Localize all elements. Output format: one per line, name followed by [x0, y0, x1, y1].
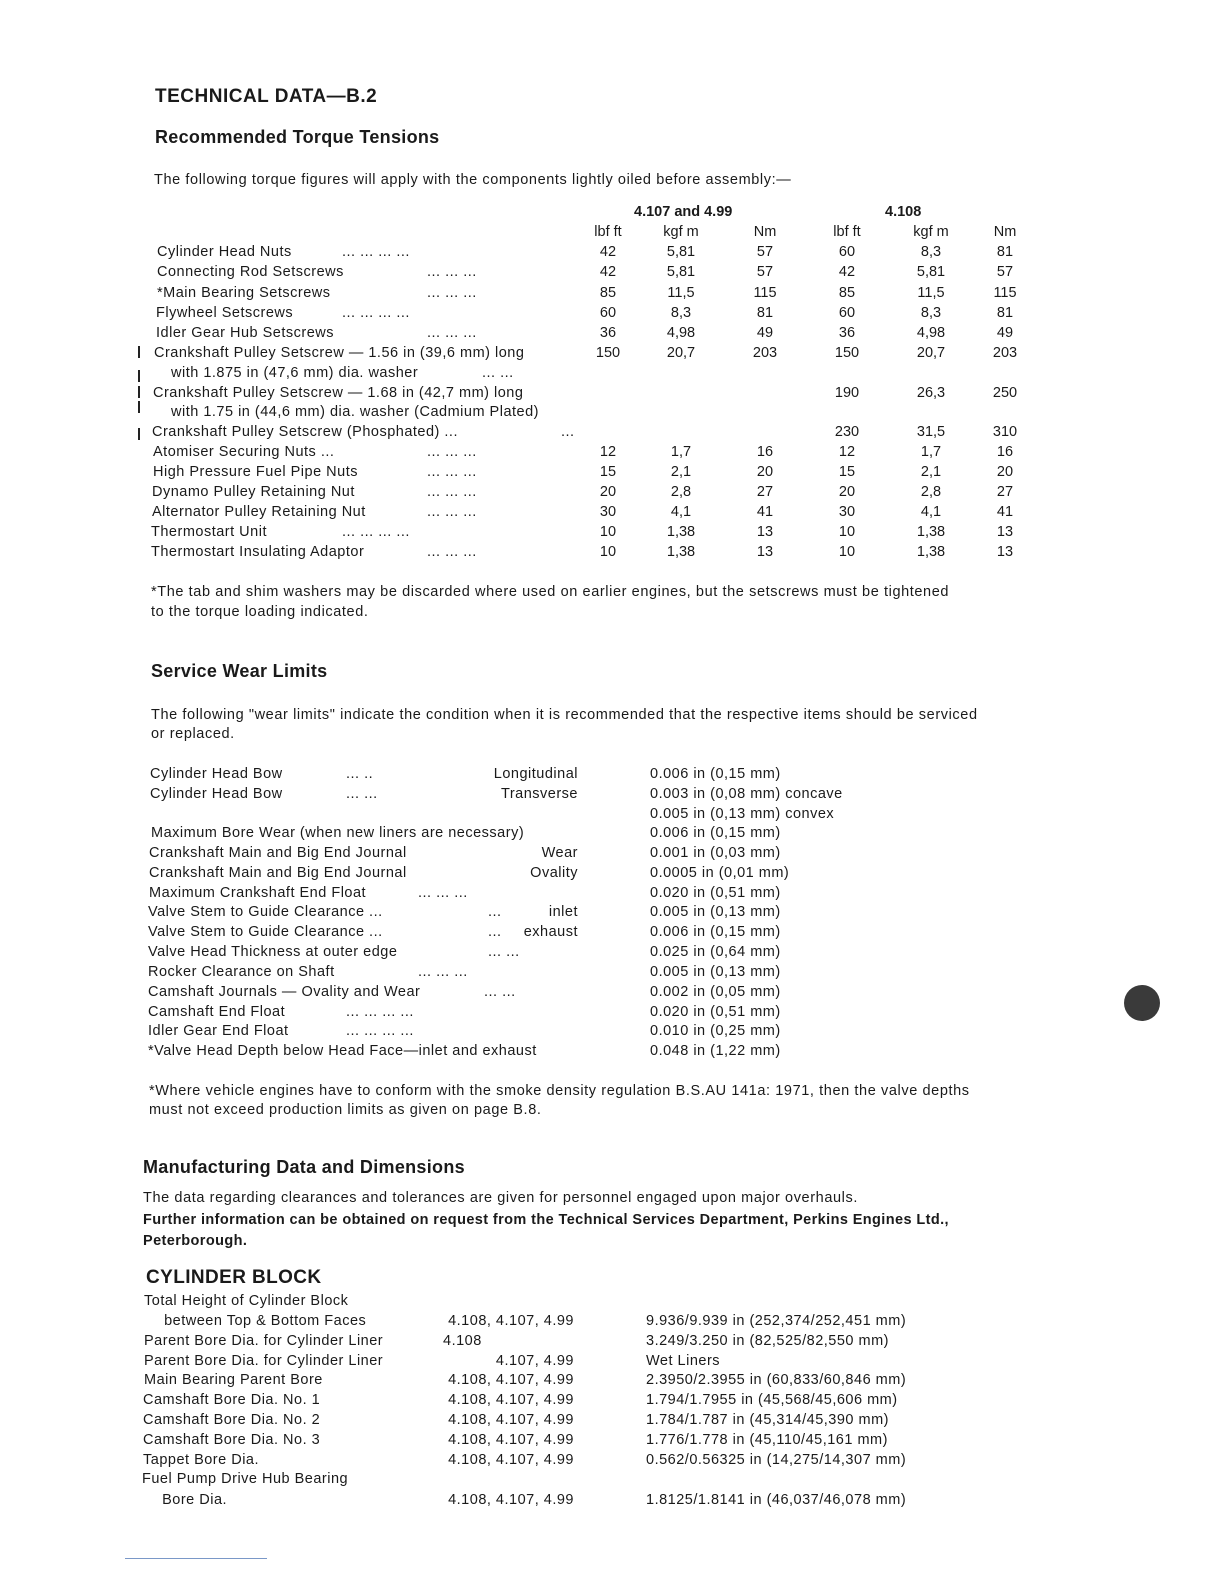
torque-value: 10 [599, 544, 617, 560]
unit-header: Nm [753, 224, 777, 240]
torque-value: 10 [838, 524, 856, 540]
wear-row-qualifier: Longitudinal [493, 766, 578, 782]
torque-value: 30 [838, 504, 856, 520]
torque-value: 10 [838, 544, 856, 560]
leader-dots: ... ... ... ... [346, 1004, 414, 1020]
torque-value: 30 [599, 504, 617, 520]
leader-dots: ... ... ... ... [346, 1023, 414, 1039]
cylinder-block-value: 9.936/9.939 in (252,374/252,451 mm) [646, 1313, 907, 1329]
wear-row-qualifier: Transverse [501, 786, 578, 802]
torque-value: 81 [756, 305, 774, 321]
wear-row-value: 0.005 in (0,13 mm) convex [650, 806, 835, 822]
wear-row-label: Cylinder Head Bow [150, 766, 283, 782]
torque-group-1: 4.107 and 4.99 [634, 204, 733, 220]
leader-dots: ... ... ... [427, 544, 477, 560]
cylinder-block-label: Tappet Bore Dia. [143, 1452, 260, 1468]
change-bar [138, 386, 140, 398]
leader-dots: ... ... ... [427, 264, 477, 280]
wear-row-label: Maximum Bore Wear (when new liners are necessary) [151, 825, 525, 841]
cylinder-block-engines: 4.108, 4.107, 4.99 [448, 1392, 574, 1408]
change-bar [138, 346, 140, 358]
torque-row-label: Alternator Pulley Retaining Nut [152, 504, 366, 520]
torque-value: 16 [756, 444, 774, 460]
leader-dots: ... .. [346, 766, 374, 782]
cylinder-block-value: 1.776/1.778 in (45,110/45,161 mm) [646, 1432, 888, 1448]
cylinder-block-label: Fuel Pump Drive Hub Bearing [142, 1471, 349, 1487]
wear-row-label: Crankshaft Main and Big End Journal [149, 865, 407, 881]
cylinder-block-value: 3.249/3.250 in (82,525/82,550 mm) [646, 1333, 890, 1349]
torque-value: 41 [756, 504, 774, 520]
torque-value: 49 [996, 325, 1014, 341]
leader-dots: ... ... [482, 365, 514, 381]
cylinder-block-label: Main Bearing Parent Bore [144, 1372, 323, 1388]
torque-value: 11,5 [917, 285, 945, 301]
torque-value: 20,7 [666, 345, 696, 361]
wear-row-label: Maximum Crankshaft End Float [149, 885, 367, 901]
torque-value: 5,81 [666, 264, 696, 280]
torque-value: 4,98 [666, 325, 696, 341]
wear-note-line-1: *Where vehicle engines have to conform with the smoke density regulation B.S.AU 141a: 1971, then the valve depths [149, 1083, 970, 1099]
cylinder-block-engines: 4.108, 4.107, 4.99 [448, 1313, 574, 1329]
torque-value: 8,3 [920, 305, 942, 321]
torque-value: 31,5 [916, 424, 946, 440]
wear-row-label: Valve Head Thickness at outer edge [148, 944, 398, 960]
torque-row-label: Cylinder Head Nuts [157, 244, 292, 260]
torque-value: 60 [838, 305, 856, 321]
cylinder-block-label: Bore Dia. [144, 1492, 228, 1508]
torque-value: 4,98 [916, 325, 946, 341]
wear-row-value: 0.006 in (0,15 mm) [650, 825, 781, 841]
torque-value: 150 [595, 345, 621, 361]
torque-value: 85 [599, 285, 617, 301]
wear-intro-line-1: The following "wear limits" indicate the condition when it is recommended that the respective items should be serviced [151, 707, 978, 723]
torque-value: 13 [996, 544, 1014, 560]
cylinder-block-label: Total Height of Cylinder Block [144, 1293, 349, 1309]
torque-value: 16 [996, 444, 1014, 460]
torque-row-label: Connecting Rod Setscrews [157, 264, 344, 280]
cylinder-block-value: 0.562/0.56325 in (14,275/14,307 mm) [646, 1452, 907, 1468]
torque-value: 49 [756, 325, 774, 341]
torque-value: 2,8 [670, 484, 692, 500]
manufacturing-line-1: The data regarding clearances and tolerances are given for personnel engaged upon major overhauls. [143, 1190, 858, 1206]
cylinder-block-label: Parent Bore Dia. for Cylinder Liner [144, 1333, 384, 1349]
leader-dots: ... ... ... [427, 444, 477, 460]
unit-header: kgf m [663, 224, 699, 240]
torque-value: 60 [599, 305, 617, 321]
wear-row-label: Cylinder Head Bow [150, 786, 283, 802]
torque-value: 8,3 [920, 244, 942, 260]
torque-value: 85 [838, 285, 856, 301]
wear-row-value: 0.020 in (0,51 mm) [650, 885, 781, 901]
wear-row-qualifier: Ovality [530, 865, 578, 881]
cylinder-block-engines: 4.108 [443, 1333, 482, 1349]
torque-value: 190 [834, 385, 860, 401]
wear-row-label: Valve Stem to Guide Clearance ... [148, 924, 383, 940]
leader-dots: ... ... [484, 984, 516, 1000]
cylinder-block-value: 2.3950/2.3955 in (60,833/60,846 mm) [646, 1372, 907, 1388]
wear-row-value: 0.001 in (0,03 mm) [650, 845, 781, 861]
torque-row-label: with 1.75 in (44,6 mm) dia. washer (Cadmium Plated) [171, 404, 539, 420]
torque-row-label: Flywheel Setscrews [156, 305, 294, 321]
torque-value: 1,7 [920, 444, 942, 460]
torque-row-label: Idler Gear Hub Setscrews [156, 325, 335, 341]
torque-value: 1,38 [666, 544, 696, 560]
wear-row-value: 0.010 in (0,25 mm) [650, 1023, 781, 1039]
unit-header: kgf m [913, 224, 949, 240]
torque-value: 203 [752, 345, 778, 361]
torque-row-label: Crankshaft Pulley Setscrew — 1.56 in (39,6 mm) long [154, 345, 525, 361]
torque-value: 36 [599, 325, 617, 341]
wear-row-value: 0.025 in (0,64 mm) [650, 944, 781, 960]
cylinder-block-value: Wet Liners [646, 1353, 721, 1369]
unit-header: lbf ft [833, 224, 861, 240]
leader-dots: ... ... ... ... [342, 524, 410, 540]
torque-group-2: 4.108 [885, 204, 922, 220]
torque-value: 5,81 [916, 264, 946, 280]
torque-value: 57 [996, 264, 1014, 280]
wear-row-value: 0.020 in (0,51 mm) [650, 1004, 781, 1020]
torque-value: 26,3 [916, 385, 946, 401]
leader-dots: ... ... ... [427, 464, 477, 480]
torque-note-line-1: *The tab and shim washers may be discarded where used on earlier engines, but the setscrews must be tightened [151, 584, 950, 600]
torque-row-label: with 1.875 in (47,6 mm) dia. washer [171, 365, 419, 381]
torque-value: 230 [834, 424, 860, 440]
footer-rule [125, 1558, 267, 1559]
leader-dots: ... [561, 424, 575, 440]
wear-row-value: 0.005 in (0,13 mm) [650, 964, 781, 980]
leader-dots: ... ... ... [418, 885, 468, 901]
wear-row-value: 0.003 in (0,08 mm) concave [650, 786, 843, 802]
cylinder-block-value: 1.8125/1.8141 in (46,037/46,078 mm) [646, 1492, 907, 1508]
torque-value: 13 [996, 524, 1014, 540]
leader-dots: ... ... ... [427, 504, 477, 520]
torque-value: 20 [756, 464, 774, 480]
cylinder-block-value: 1.794/1.7955 in (45,568/45,606 mm) [646, 1392, 898, 1408]
torque-value: 42 [838, 264, 856, 280]
wear-row-qualifier: inlet [548, 904, 578, 920]
leader-dots: ... ... [488, 944, 520, 960]
torque-row-label: Crankshaft Pulley Setscrew — 1.68 in (42,7 mm) long [153, 385, 524, 401]
manufacturing-line-2: Further information can be obtained on request from the Technical Services Department, Perkins Engines Ltd., [143, 1212, 949, 1228]
torque-value: 115 [993, 285, 1017, 301]
manufacturing-line-3: Peterborough. [143, 1233, 248, 1249]
torque-row-label: Thermostart Insulating Adaptor [151, 544, 365, 560]
torque-value: 10 [599, 524, 617, 540]
change-bar [138, 428, 140, 440]
cylinder-block-label: Camshaft Bore Dia. No. 3 [143, 1432, 321, 1448]
wear-row-value: 0.002 in (0,05 mm) [650, 984, 781, 1000]
leader-dots: ... [488, 904, 502, 920]
leader-dots: ... ... ... [427, 484, 477, 500]
torque-value: 20,7 [916, 345, 946, 361]
leader-dots: ... ... ... ... [342, 305, 410, 321]
torque-value: 15 [838, 464, 856, 480]
wear-row-qualifier: exhaust [523, 924, 578, 940]
cylinder-block-engines: 4.108, 4.107, 4.99 [448, 1492, 574, 1508]
torque-value: 81 [996, 244, 1014, 260]
torque-value: 310 [992, 424, 1018, 440]
wear-row-label: Rocker Clearance on Shaft [148, 964, 335, 980]
change-bar [138, 370, 140, 382]
leader-dots: ... ... ... [427, 285, 477, 301]
wear-note-line-2: must not exceed production limits as given on page B.8. [149, 1102, 542, 1118]
torque-value: 2,8 [920, 484, 942, 500]
torque-row-label: *Main Bearing Setscrews [157, 285, 331, 301]
torque-row-label: Crankshaft Pulley Setscrew (Phosphated) ... [152, 424, 458, 440]
leader-dots: ... [488, 924, 502, 940]
wear-row-qualifier: Wear [541, 845, 578, 861]
torque-value: 5,81 [666, 244, 696, 260]
unit-header: Nm [993, 224, 1017, 240]
torque-value: 13 [756, 544, 774, 560]
leader-dots: ... ... ... [427, 325, 477, 341]
torque-value: 250 [992, 385, 1018, 401]
wear-intro-line-2: or replaced. [151, 726, 235, 742]
leader-dots: ... ... ... ... [342, 244, 410, 260]
cylinder-block-label: Parent Bore Dia. for Cylinder Liner [144, 1353, 384, 1369]
torque-value: 20 [599, 484, 617, 500]
cylinder-block-label: Camshaft Bore Dia. No. 1 [143, 1392, 321, 1408]
cylinder-block-heading: CYLINDER BLOCK [146, 1267, 322, 1288]
torque-value: 57 [756, 264, 774, 280]
wear-row-value: 0.0005 in (0,01 mm) [650, 865, 790, 881]
torque-value: 20 [838, 484, 856, 500]
torque-value: 42 [599, 244, 617, 260]
cylinder-block-engines: 4.108, 4.107, 4.99 [448, 1432, 574, 1448]
wear-row-value: 0.005 in (0,13 mm) [650, 904, 781, 920]
torque-value: 2,1 [920, 464, 942, 480]
torque-value: 4,1 [920, 504, 942, 520]
torque-value: 20 [996, 464, 1014, 480]
torque-note-line-2: to the torque loading indicated. [151, 604, 369, 620]
leader-dots: ... ... [346, 786, 378, 802]
torque-value: 203 [992, 345, 1018, 361]
torque-value: 150 [834, 345, 860, 361]
torque-value: 27 [756, 484, 774, 500]
wear-row-label: *Valve Head Depth below Head Face—inlet and exhaust [148, 1043, 537, 1059]
cylinder-block-label: Camshaft Bore Dia. No. 2 [143, 1412, 321, 1428]
wear-row-label: Camshaft End Float [148, 1004, 286, 1020]
wear-row-label: Idler Gear End Float [148, 1023, 289, 1039]
torque-value: 41 [996, 504, 1014, 520]
torque-heading: Recommended Torque Tensions [155, 127, 440, 147]
torque-value: 1,38 [916, 544, 946, 560]
torque-row-label: Dynamo Pulley Retaining Nut [152, 484, 355, 500]
leader-dots: ... ... ... [418, 964, 468, 980]
torque-value: 11,5 [667, 285, 695, 301]
cylinder-block-value: 1.784/1.787 in (45,314/45,390 mm) [646, 1412, 890, 1428]
cylinder-block-engines: 4.108, 4.107, 4.99 [448, 1412, 574, 1428]
torque-row-label: High Pressure Fuel Pipe Nuts [153, 464, 358, 480]
torque-row-label: Atomiser Securing Nuts ... [153, 444, 335, 460]
torque-value: 27 [996, 484, 1014, 500]
change-bar [138, 401, 140, 413]
torque-value: 2,1 [670, 464, 692, 480]
torque-value: 1,38 [916, 524, 946, 540]
torque-row-label: Thermostart Unit [151, 524, 267, 540]
torque-value: 36 [838, 325, 856, 341]
manufacturing-heading: Manufacturing Data and Dimensions [143, 1157, 465, 1177]
page-title: TECHNICAL DATA—B.2 [155, 86, 378, 107]
torque-value: 1,38 [666, 524, 696, 540]
torque-value: 81 [996, 305, 1014, 321]
punch-hole [1124, 985, 1160, 1021]
cylinder-block-engines: 4.107, 4.99 [495, 1353, 574, 1369]
wear-row-label: Crankshaft Main and Big End Journal [149, 845, 407, 861]
wear-row-label: Valve Stem to Guide Clearance ... [148, 904, 383, 920]
wear-row-value: 0.006 in (0,15 mm) [650, 924, 781, 940]
torque-value: 8,3 [670, 305, 692, 321]
wear-row-value: 0.048 in (1,22 mm) [650, 1043, 781, 1059]
torque-value: 4,1 [670, 504, 692, 520]
unit-header: lbf ft [594, 224, 622, 240]
torque-value: 12 [599, 444, 617, 460]
torque-value: 57 [756, 244, 774, 260]
torque-value: 60 [838, 244, 856, 260]
torque-value: 12 [838, 444, 856, 460]
wear-heading: Service Wear Limits [151, 661, 328, 681]
torque-value: 13 [756, 524, 774, 540]
torque-value: 1,7 [670, 444, 692, 460]
cylinder-block-label: between Top & Bottom Faces [146, 1313, 367, 1329]
torque-value: 42 [599, 264, 617, 280]
wear-row-value: 0.006 in (0,15 mm) [650, 766, 781, 782]
torque-intro: The following torque figures will apply with the components lightly oiled before assembly:— [154, 172, 792, 188]
torque-value: 115 [753, 285, 777, 301]
wear-row-label: Camshaft Journals — Ovality and Wear [148, 984, 421, 1000]
cylinder-block-engines: 4.108, 4.107, 4.99 [448, 1452, 574, 1468]
torque-value: 15 [599, 464, 617, 480]
cylinder-block-engines: 4.108, 4.107, 4.99 [448, 1372, 574, 1388]
